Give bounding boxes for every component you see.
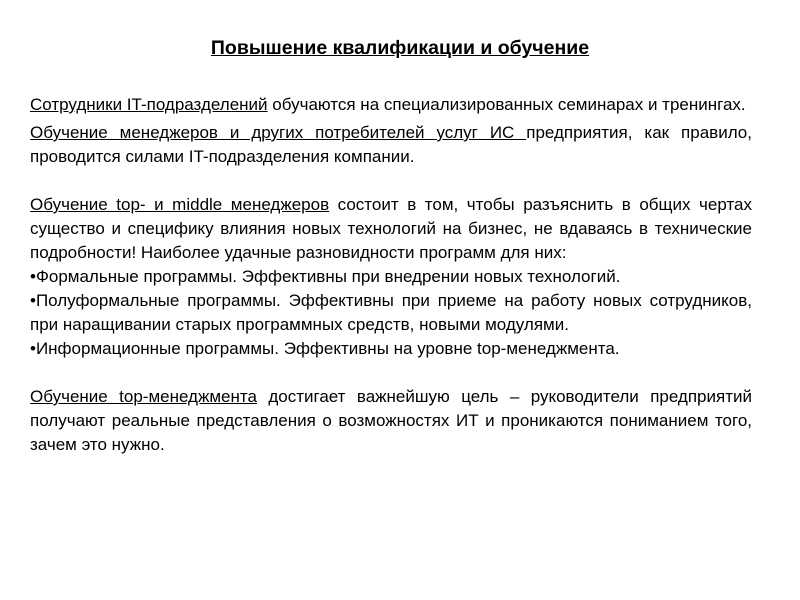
slide-body — [30, 93, 752, 457]
list-item: •Информационные программы. Эффективны на уровне top-менеджмента. — [30, 339, 620, 358]
paragraph-top-middle-lead: Обучение top- и middle менеджеров — [30, 195, 330, 214]
paragraph-it-staff-text: обучаются на специализированных семинарах и тренингах. — [267, 95, 746, 114]
list-item: •Полуформальные программы. Эффективны при приеме на работу новых сотрудников, при наращивании старых программных средств, новыми модулями. — [30, 291, 752, 334]
paragraph-it-staff — [30, 93, 752, 117]
list-item: •Формальные программы. Эффективны при внедрении новых технологий. — [30, 267, 621, 286]
paragraph-managers-lead: Обучение менеджеров и других потребителей услуг ИС — [30, 123, 527, 142]
paragraph-top-management-lead: Обучение top-менеджмента — [30, 387, 257, 406]
paragraph-managers — [30, 121, 752, 169]
paragraph-top-management — [30, 385, 752, 457]
slide-title: Повышение квалификации и обучение — [210, 37, 590, 59]
paragraph-top-middle-text: состоит в том, чтобы разъяснить в общих чертах существо и специфику влияния новых технологий на бизнес, не вдаваясь в технические подробности! Наиболее удачные разновидности программ для них: — [30, 195, 752, 262]
program-list — [30, 265, 752, 361]
paragraph-top-management-text: достигает важнейшую цель – руководители предприятий получают реальные представления о возможностях ИТ и проникаются пониманием того, зачем это нужно. — [30, 387, 752, 454]
paragraph-top-middle — [30, 193, 752, 265]
paragraph-it-staff-lead: Сотрудники IT-подразделений — [30, 95, 268, 114]
paragraph-managers-text: предприятия, как правило, проводится силами IT-подразделения компании. — [30, 123, 752, 166]
